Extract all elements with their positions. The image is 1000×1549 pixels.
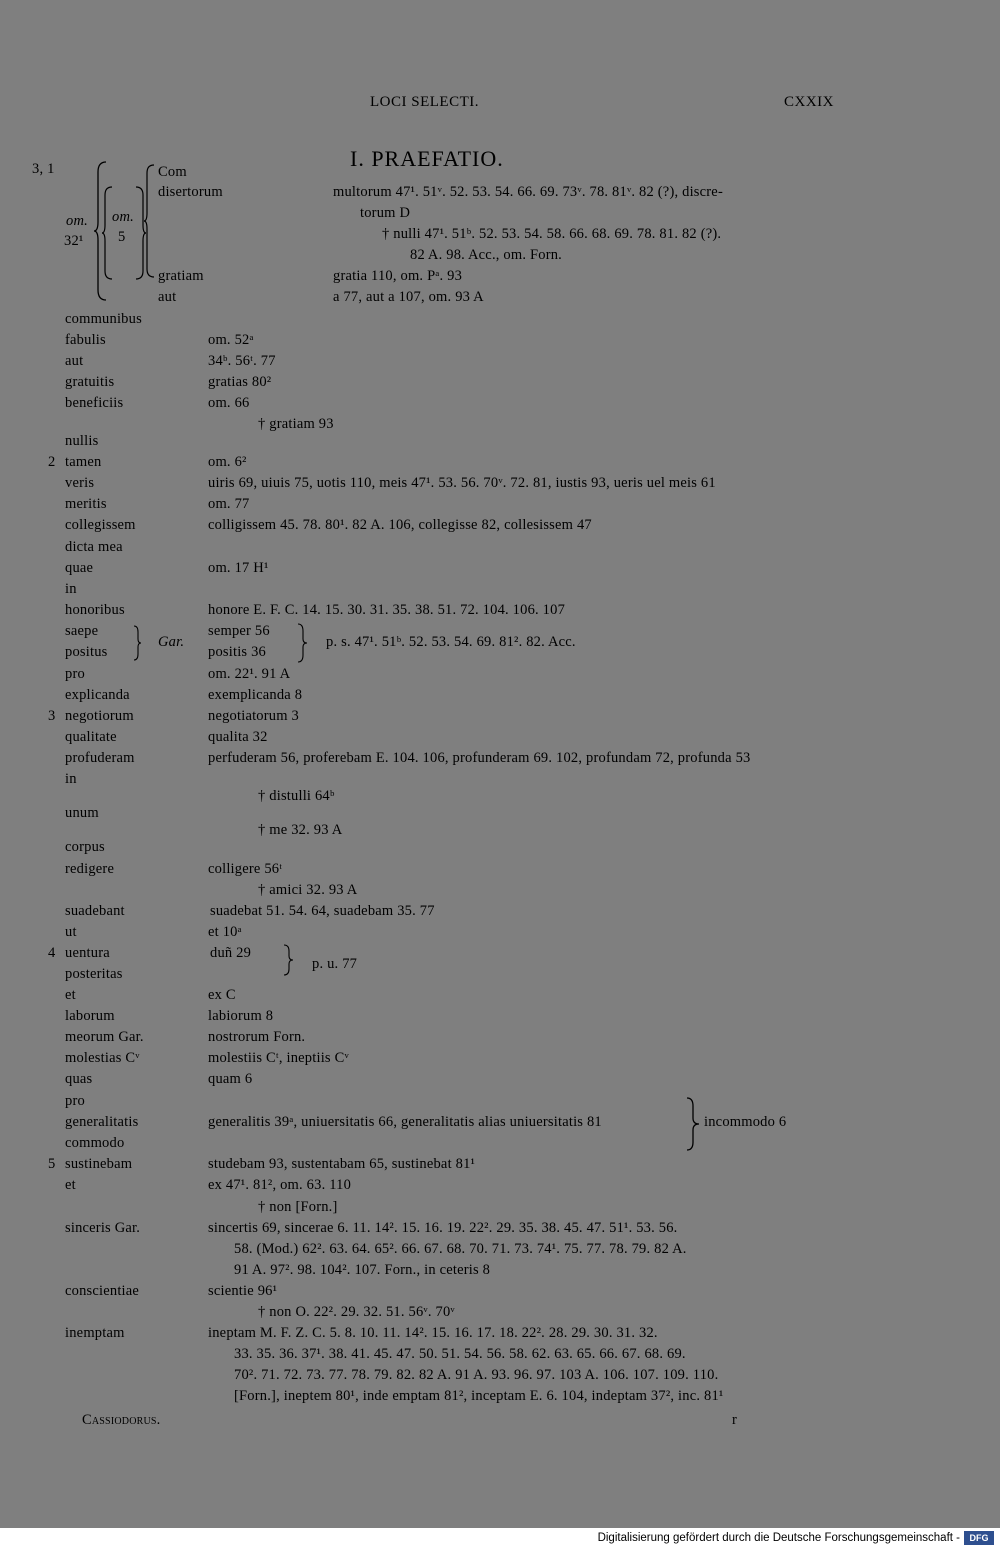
variant-reading: om. 66 [208,395,250,411]
addition-reading: † gratiam 93 [258,416,334,432]
lemma: redigere [65,861,115,877]
section-number: 2 [48,454,56,470]
addition-reading: † me 32. 93 A [258,822,343,838]
variant-reading: a 77, aut a 107, om. 93 A [333,289,484,305]
section-number: 3 [48,708,56,724]
variant-reading: ineptam M. F. Z. C. 5. 8. 10. 11. 14². 15. 16. 17. 18. 22². 28. 29. 30. 31. 32. [208,1325,658,1341]
lemma: explicanda [65,687,130,703]
group-reading: incommodo 6 [704,1114,787,1130]
page-number: CXXIX [784,94,834,110]
running-title: LOCI SELECTI. [370,94,479,110]
lemma: quas [65,1071,93,1087]
variant-reading: generalitis 39ᵃ, uniuersitatis 66, generalitatis alias uniuersitatis 81 [208,1114,602,1130]
variant-reading: nostrorum Forn. [208,1029,306,1045]
reading-group-brace [282,943,294,977]
variant-reading: 34ᵇ. 56ᵗ. 77 [208,353,276,369]
lemma: negotiorum [65,708,134,724]
signature-mark: r [732,1412,738,1428]
lemma: nullis [65,433,99,449]
lemma: meorum Gar. [65,1029,144,1045]
addition-reading: † non O. 22². 29. 32. 51. 56ᵛ. 70ᵛ [258,1304,455,1320]
lemma: meritis [65,496,107,512]
lemma: pro [65,1093,85,1109]
variant-reading: sincertis 69, sincerae 6. 11. 14². 15. 16. 19. 22². 29. 35. 38. 45. 47. 51¹. 53. 56. [208,1220,678,1236]
variant-reading: 58. (Mod.) 62². 63. 64. 65². 66. 67. 68. 70. 71. 73. 74¹. 75. 77. 78. 79. 82 A. [234,1241,687,1257]
lemma: posteritas [65,966,123,982]
lemma: generalitatis [65,1114,139,1130]
variant-reading: om. 22¹. 91 A [208,666,291,682]
lemma: saepe [65,623,99,639]
variant-reading: duñ 29 [210,945,252,961]
section-number: 3, 1 [32,161,55,177]
lemma: corpus [65,839,105,855]
lemma: disertorum [158,184,223,200]
addition-reading: † distulli 64ᵇ [258,788,335,804]
lemma: gratuitis [65,374,115,390]
variant-reading: semper 56 [208,623,270,639]
variant-reading: honore E. F. C. 14. 15. 30. 31. 35. 38. 51. 72. 104. 106. 107 [208,602,566,618]
variant-reading: positis 36 [208,644,266,660]
reading-group-brace [296,622,308,664]
variant-reading: multorum 47¹. 51ᵛ. 52. 53. 54. 66. 69. 73ᵛ. 78. 81ᵛ. 82 (?), discre- [333,184,723,200]
variant-reading: suadebat 51. 54. 64, suadebam 35. 77 [210,903,435,919]
variant-reading: qualita 32 [208,729,268,745]
variant-reading: [Forn.], ineptem 80¹, inde emptam 81², inceptam E. 6. 104, indeptam 37², inc. 81¹ [234,1388,724,1404]
lemma: positus [65,644,108,660]
reading-group-brace [684,1096,700,1152]
variant-reading: quam 6 [208,1071,253,1087]
variant-reading: 33. 35. 36. 37¹. 38. 41. 45. 47. 50. 51. 54. 56. 58. 62. 63. 65. 66. 67. 68. 69. [234,1346,686,1362]
addition-reading: † amici 32. 93 A [258,882,358,898]
variant-reading: ex C [208,987,236,1003]
variant-reading: ex 47¹. 81², om. 63. 110 [208,1177,352,1193]
variant-reading: 91 A. 97². 98. 104². 107. Forn., in ceteris 8 [234,1262,491,1278]
inner-brace-left [102,185,114,281]
variant-reading: gratia 110, om. Pᵃ. 93 [333,268,463,284]
variant-reading: om. 17 H¹ [208,560,269,576]
lemma: aut [158,289,177,305]
variant-reading: uiris 69, uiuis 75, uotis 110, meis 47¹. 53. 56. 70ᵛ. 72. 81, iustis 93, ueris uel meis 61 [208,475,716,491]
variant-reading: om. 6² [208,454,247,470]
variant-reading: om. 77 [208,496,250,512]
lemma: suadebant [65,903,125,919]
lemma: uentura [65,945,110,961]
lemma: honoribus [65,602,125,618]
omission-witness: 32¹ [64,233,84,249]
omission-note: om. [66,213,88,229]
variant-reading: scientie 96¹ [208,1283,278,1299]
variant-reading: om. 52ᵃ [208,332,254,348]
lemma: commodo [65,1135,125,1151]
lemma: sinceris Gar. [65,1220,141,1236]
lemma: inemptam [65,1325,125,1341]
omission-note: om. [112,209,134,225]
variant-reading: exemplicanda 8 [208,687,303,703]
lemma: in [65,581,77,597]
lemma: pro [65,666,85,682]
addition-reading: † non [Forn.] [258,1199,338,1215]
lemma: aut [65,353,84,369]
variant-reading: et 10ᵃ [208,924,242,940]
lemma: sustinebam [65,1156,133,1172]
variant-reading: negotiatorum 3 [208,708,299,724]
funding-credit: Digitalisierung gefördert durch die Deutsche Forschungsgemeinschaft - [597,1532,960,1544]
editor-note: Gar. [158,634,185,650]
lemma: gratiam [158,268,204,284]
lemma: qualitate [65,729,117,745]
lemma: dicta mea [65,539,123,555]
lemma: beneficiis [65,395,124,411]
lemma-group-brace [132,624,142,662]
lemma: et [65,1177,76,1193]
group-reading: p. s. 47¹. 51ᵇ. 52. 53. 54. 69. 81². 82. Acc. [326,634,576,650]
footer-author: Cassiodorus. [82,1412,161,1428]
lemma: communibus [65,311,142,327]
lemma: et [65,987,76,1003]
group-reading: p. u. 77 [312,956,358,972]
lemma: Com [158,164,187,180]
section-title: I. PRAEFATIO. [350,146,504,171]
variant-reading: † nulli 47¹. 51ᵇ. 52. 53. 54. 58. 66. 68. 69. 78. 81. 82 (?). [382,226,722,242]
variant-reading: torum D [360,205,411,221]
variant-reading: colligere 56ᵗ [208,861,283,877]
lemma: molestias Cᵛ [65,1050,140,1066]
variant-reading: gratias 80² [208,374,272,390]
lemma: unum [65,805,99,821]
variant-reading: labiorum 8 [208,1008,274,1024]
variant-reading: 82 A. 98. Acc., om. Forn. [410,247,563,263]
section-number: 5 [48,1156,56,1172]
variant-reading: 70². 71. 72. 73. 77. 78. 79. 82. 82 A. 91 A. 93. 96. 97. 103 A. 106. 107. 109. 110. [234,1367,719,1383]
variant-reading: colligissem 45. 78. 80¹. 82 A. 106, collegisse 82, collesissem 47 [208,517,592,533]
lemma: conscientiae [65,1283,140,1299]
variant-reading: studebam 93, sustentabam 65, sustinebat 81¹ [208,1156,476,1172]
lemma: veris [65,475,95,491]
lemma: tamen [65,454,102,470]
dfg-logo: DFG [964,1531,994,1545]
lemma: quae [65,560,94,576]
omission-witness: 5 [118,229,126,245]
lemma: fabulis [65,332,106,348]
variant-reading: molestiis Cᵗ, ineptiis Cᵛ [208,1050,349,1066]
lemma: profuderam [65,750,135,766]
section-number: 4 [48,945,56,961]
lemma-brace [144,163,156,279]
lemma: collegissem [65,517,136,533]
lemma: ut [65,924,77,940]
lemma: in [65,771,77,787]
lemma: laborum [65,1008,115,1024]
variant-reading: perfuderam 56, proferebam E. 104. 106, profunderam 69. 102, profundam 72, profunda 53 [208,750,751,766]
